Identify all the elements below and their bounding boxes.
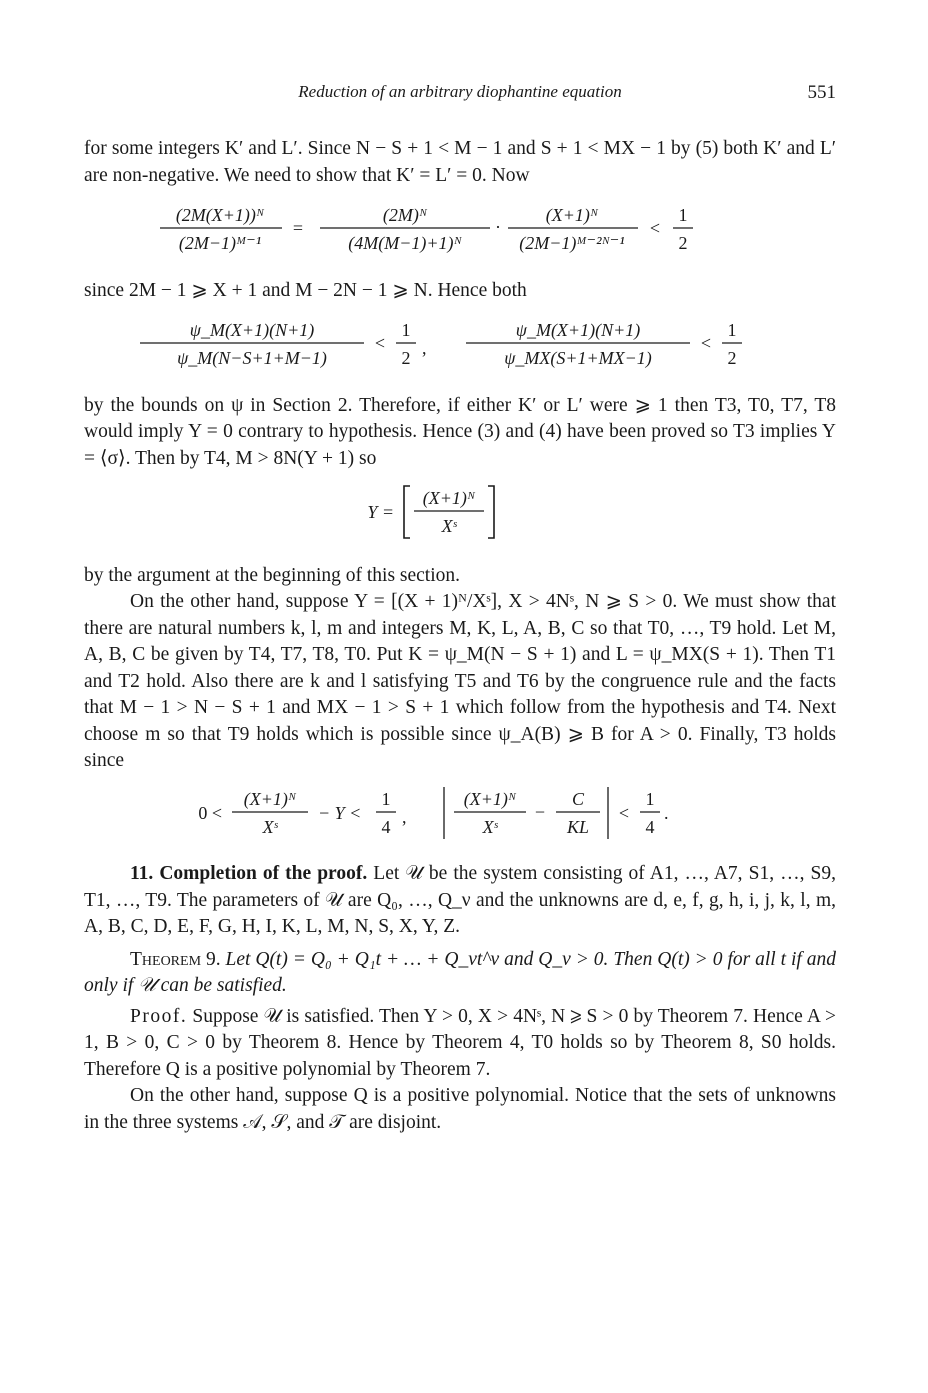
- eq1-rhs-numerator: 1: [678, 205, 688, 225]
- page-number: 551: [807, 82, 836, 103]
- eq4-zero: 0 <: [198, 802, 222, 823]
- eq2-a-rhs-denominator: 2: [401, 348, 411, 368]
- eq4-a-denominator: Xˢ: [262, 816, 278, 837]
- proof-heading: Proof.: [130, 1005, 188, 1027]
- page-header: [84, 82, 836, 108]
- eq2-b-denominator: ψ_MX(S+1+MX−1): [504, 348, 652, 368]
- eq1-lhs-denominator: (2M−1)ᴹ⁻¹: [178, 233, 262, 253]
- eq2-b-rhs-numerator: 1: [727, 320, 737, 340]
- equation-2: [84, 312, 836, 383]
- eq4-a-numerator: (X+1)ᴺ: [243, 788, 297, 809]
- equation-3-graphic: [360, 480, 560, 544]
- eq1-f2-denominator: (2M−1)ᴹ⁻²ᴺ⁻¹: [519, 233, 625, 253]
- eq1-lhs-numerator: (2M(X+1))ᴺ: [175, 205, 265, 225]
- paragraph-bounds: by the bounds on ψ in Section 2. Therefore, if either K′ or L′ were ⩾ 1 then T3, T0, T7, T8 would imply Y = 0 contrary to hypothesis. Hence (3) and (4) have been proved so T3 implies Y = ⟨σ⟩. Then by T4, M > 8N(Y + 1) so: [84, 394, 836, 469]
- eq4-a-rhs-denominator: 4: [381, 816, 391, 837]
- proof-paragraph: [84, 1004, 836, 1084]
- floor-bracket-left: [404, 486, 410, 538]
- theorem-9: [84, 947, 836, 1000]
- eq1-rhs-denominator: 2: [678, 233, 688, 253]
- eq4-b-denominator: Xˢ: [482, 816, 498, 837]
- eq1-f2-numerator: (X+1)ᴺ: [545, 205, 599, 225]
- page-body: [84, 136, 836, 1136]
- eq1-f1-denominator: (4M(M−1)+1)ᴺ: [348, 233, 462, 253]
- equation-1-graphic: [160, 197, 760, 259]
- eq3-lhs: Y =: [367, 502, 394, 522]
- paragraph-since: since 2M − 1 ⩾ X + 1 and M − 2N − 1 ⩾ N. Hence both: [84, 279, 527, 301]
- eq4-c-denominator: KL: [566, 816, 590, 837]
- eq4-b-rhs-numerator: 1: [645, 788, 655, 809]
- eq3-denominator: Xˢ: [441, 516, 457, 536]
- eq4-b-less-than: <: [618, 802, 630, 823]
- eq2-a-less-than: <: [374, 333, 386, 353]
- equation-4-graphic: [190, 783, 730, 843]
- eq1-equals: =: [292, 218, 304, 238]
- eq4-minus-y: − Y <: [318, 802, 362, 823]
- running-title: Reduction of an arbitrary diophantine equation: [298, 82, 622, 101]
- theorem-heading: Theorem 9.: [130, 948, 221, 970]
- eq3-numerator: (X+1)ᴺ: [422, 488, 476, 508]
- eq2-a-denominator: ψ_M(N−S+1+M−1): [177, 348, 327, 368]
- equation-3: [84, 480, 836, 553]
- equation-2-graphic: [140, 312, 780, 374]
- eq4-c-numerator: C: [571, 788, 585, 809]
- eq2-b-less-than: <: [700, 333, 712, 353]
- eq4-b-rhs-denominator: 4: [645, 816, 655, 837]
- theorem-statement: Let Q(t) = Q₀ + Q₁t + … + Q_νt^ν and Q_ν > 0. Then Q(t) > 0 for all t if and only if 𝒰 can be satisfied.: [84, 948, 836, 996]
- paragraph-section-11: [84, 861, 836, 941]
- section-11-text: Let 𝒰 be the system consisting of A1, …, A7, S1, …, S9, T1, …, T9. The parameters of 𝒰 are Q₀, …, Q_ν and the unknowns are d, e, f, g, h, i, j, k, l, m, A, B, C, D, E, F, G, H, I, K, L, M, N, S, X, Y, Z.: [84, 863, 837, 937]
- eq2-b-rhs-denominator: 2: [727, 348, 737, 368]
- eq4-b-numerator: (X+1)ᴺ: [463, 788, 517, 809]
- eq1-less-than: <: [649, 218, 661, 238]
- eq4-a-rhs-numerator: 1: [381, 788, 391, 809]
- eq4-period: .: [664, 802, 669, 823]
- proof-text: Suppose 𝒰 is satisfied. Then Y > 0, X > 4Nˢ, N ⩾ S > 0 by Theorem 7. Hence A > 1, B > 0, C > 0 by Theorem 8. Hence by Theorem 4, T0 holds so by Theorem 8, S0 holds. Therefore Q is a positive polynomial by Theorem 7.: [84, 1005, 837, 1080]
- eq1-f1-numerator: (2M)ᴺ: [382, 205, 428, 225]
- eq2-b-numerator: ψ_M(X+1)(N+1): [515, 320, 641, 340]
- eq1-dot: ·: [495, 217, 501, 237]
- floor-bracket-right: [488, 486, 494, 538]
- paragraph-final: On the other hand, suppose Q is a positive polynomial. Notice that the sets of unknowns in the three systems 𝒜, 𝒮, and 𝒯 are disjoint.: [84, 1085, 836, 1133]
- paragraph-other-hand: On the other hand, suppose Y = [(X + 1)ᴺ/Xˢ], X > 4Nˢ, N ⩾ S > 0. We must show that there are natural numbers k, l, m and integers M, K, L, A, B, C so that T0, …, T9 hold. Let M, A, B, C be given by T4, T7, T8, T0. Put K = ψ_M(N − S + 1) and L = ψ_MX(S + 1). Then T1 and T2 hold. Also there are k and l satisfying T5 and T6 by the congruence rule and the facts that M − 1 > N − S + 1 and MX − 1 > S + 1 which follow from the hypothesis and T4. Next choose m so that T9 holds which is possible since ψ_A(B) ⩾ B for A > 0. Finally, T3 holds since: [84, 591, 836, 771]
- paragraph-argument: by the argument at the beginning of this section.: [84, 564, 461, 586]
- paragraph-intro: for some integers K′ and L′. Since N − S + 1 < M − 1 and S + 1 < MX − 1 by (5) both K′ and L′ are non-negative. We need to show that K′ = L′ = 0. Now: [84, 138, 836, 186]
- eq2-a-rhs-numerator: 1: [401, 320, 411, 340]
- eq4-comma: ,: [402, 806, 407, 827]
- equation-4: [84, 783, 836, 852]
- eq2-comma: ,: [422, 338, 427, 358]
- section-heading: 11. Completion of the proof.: [130, 863, 368, 884]
- eq4-minus: −: [534, 801, 546, 822]
- eq2-a-numerator: ψ_M(X+1)(N+1): [189, 320, 315, 340]
- equation-1: [84, 197, 836, 268]
